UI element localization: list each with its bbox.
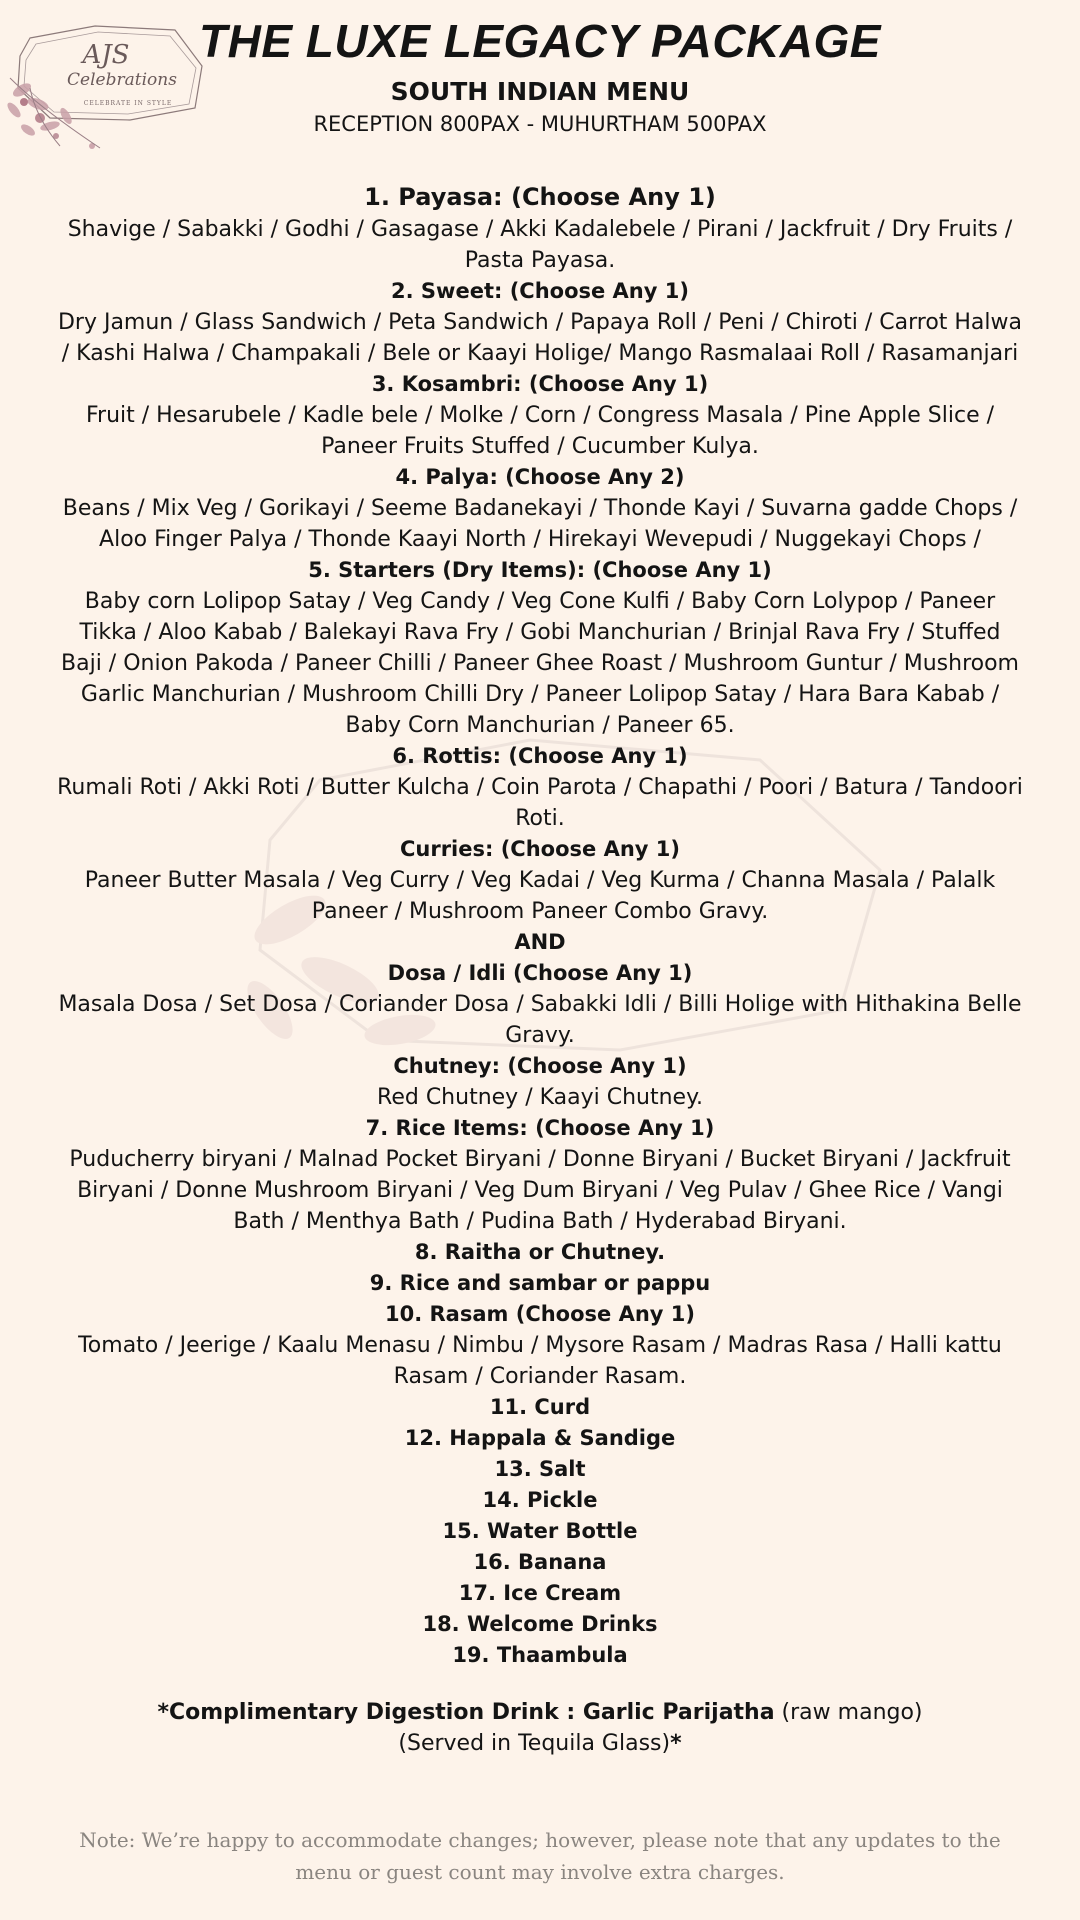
section-heading: 17. Ice Cream bbox=[458, 1581, 622, 1605]
section-heading: 5. Starters (Dry Items): (Choose Any 1) bbox=[308, 558, 772, 582]
menu-section bbox=[56, 1113, 1024, 1237]
complimentary-star: * bbox=[670, 1731, 682, 1756]
section-heading: 9. Rice and sambar or pappu bbox=[369, 1271, 711, 1295]
section-options: Fruit / Hesarubele / Kadle bele / Molke / Corn / Congress Masala / Pine Apple Slice / Paneer Fruits Stuffed / Cucumber Kulya. bbox=[85, 403, 995, 459]
menu-section bbox=[56, 834, 1024, 927]
package-title: THE LUXE LEGACY PACKAGE bbox=[199, 15, 881, 67]
section-heading: 11. Curd bbox=[489, 1395, 591, 1419]
section-heading: AND bbox=[514, 930, 566, 954]
section-options: Beans / Mix Veg / Gorikayi / Seeme Badanekayi / Thonde Kayi / Suvarna gadde Chops / Aloo Finger Palya / Thonde Kaayi North / Hirekayi Wevepudi / Nuggekayi Chops / bbox=[62, 496, 1018, 552]
complimentary-drink bbox=[56, 1697, 1024, 1759]
section-heading: 18. Welcome Drinks bbox=[422, 1612, 658, 1636]
menu-section bbox=[56, 1516, 1024, 1547]
section-heading: 1. Payasa: (Choose Any 1) bbox=[364, 183, 716, 211]
guest-count-line: RECEPTION 800PAX - MUHURTHAM 500PAX bbox=[313, 112, 767, 136]
menu-section bbox=[56, 1392, 1024, 1423]
section-options: Dry Jamun / Glass Sandwich / Peta Sandwich / Papaya Roll / Peni / Chiroti / Carrot Halwa / Kashi Halwa / Champakali / Bele or Kaayi Holige/ Mango Rasmalaai Roll / Rasamanjari bbox=[57, 310, 1023, 366]
menu-section bbox=[56, 1547, 1024, 1578]
menu-section bbox=[56, 1454, 1024, 1485]
section-options: Shavige / Sabakki / Godhi / Gasagase / Akki Kadalebele / Pirani / Jackfruit / Dry Fruits / Pasta Payasa. bbox=[67, 217, 1013, 273]
section-heading: 14. Pickle bbox=[482, 1488, 598, 1512]
menu-section bbox=[56, 276, 1024, 369]
menu-section bbox=[56, 1051, 1024, 1113]
section-heading: Dosa / Idli (Choose Any 1) bbox=[387, 961, 693, 985]
menu-section bbox=[56, 1423, 1024, 1454]
complimentary-detail: (raw mango) bbox=[774, 1700, 923, 1725]
menu-section bbox=[56, 1640, 1024, 1671]
menu-section bbox=[56, 927, 1024, 958]
footer-note: Note: We’re happy to accommodate changes; however, please note that any updates to the menu or guest count may involve extra charges. bbox=[79, 1828, 1001, 1884]
logo-monogram: AJS bbox=[82, 40, 130, 70]
menu-section bbox=[56, 741, 1024, 834]
menu-section bbox=[56, 369, 1024, 462]
section-heading: 12. Happala & Sandige bbox=[404, 1426, 676, 1450]
section-heading: 2. Sweet: (Choose Any 1) bbox=[391, 279, 689, 303]
section-heading: 7. Rice Items: (Choose Any 1) bbox=[365, 1116, 715, 1140]
section-heading: 8. Raitha or Chutney. bbox=[414, 1240, 666, 1264]
menu-section bbox=[56, 462, 1024, 555]
section-heading: 16. Banana bbox=[473, 1550, 607, 1574]
section-heading: 19. Thaambula bbox=[452, 1643, 628, 1667]
section-options: Tomato / Jeerige / Kaalu Menasu / Nimbu / Mysore Rasam / Madras Rasa / Halli kattu Rasam / Coriander Rasam. bbox=[78, 1333, 1002, 1389]
section-options: Red Chutney / Kaayi Chutney. bbox=[377, 1085, 703, 1110]
section-heading: 15. Water Bottle bbox=[442, 1519, 638, 1543]
menu-section bbox=[56, 180, 1024, 276]
menu-section bbox=[56, 1609, 1024, 1640]
menu-section bbox=[56, 1485, 1024, 1516]
section-heading: 6. Rottis: (Choose Any 1) bbox=[392, 744, 688, 768]
logo-tagline: CELEBRATE IN STYLE bbox=[83, 100, 173, 107]
section-heading: 10. Rasam (Choose Any 1) bbox=[385, 1302, 695, 1326]
section-heading: 3. Kosambri: (Choose Any 1) bbox=[371, 372, 709, 396]
menu-section bbox=[56, 1237, 1024, 1268]
menu-section bbox=[56, 1268, 1024, 1299]
menu-section bbox=[56, 555, 1024, 741]
complimentary-serving: (Served in Tequila Glass) bbox=[398, 1731, 671, 1756]
section-options: Masala Dosa / Set Dosa / Coriander Dosa / Sabakki Idli / Billi Holige with Hithakina Belle Gravy. bbox=[58, 992, 1022, 1048]
section-options: Baby corn Lolipop Satay / Veg Candy / Veg Cone Kulfi / Baby Corn Lolypop / Paneer Tikka / Aloo Kabab / Balekayi Rava Fry / Gobi Manchurian / Brinjal Rava Fry / Stuffed Baji / Onion Pakoda / Paneer Chilli / Paneer Ghee Roast / Mushroom Guntur / Mushroom Garlic Manchurian / Mushroom Chilli Dry / Paneer Lolipop Satay / Hara Bara Kabab / Baby Corn Manchurian / Paneer 65. bbox=[61, 589, 1019, 738]
section-options: Rumali Roti / Akki Roti / Butter Kulcha / Coin Parota / Chapathi / Poori / Batura / Tandoori Roti. bbox=[57, 775, 1023, 831]
section-heading: 4. Palya: (Choose Any 2) bbox=[395, 465, 685, 489]
section-options: Paneer Butter Masala / Veg Curry / Veg Kadai / Veg Kurma / Channa Masala / Palalk Paneer / Mushroom Paneer Combo Gravy. bbox=[84, 868, 996, 924]
menu-section bbox=[56, 958, 1024, 1051]
menu-section bbox=[56, 1299, 1024, 1392]
menu-list bbox=[56, 180, 1024, 1759]
section-options: Puducherry biryani / Malnad Pocket Biryani / Donne Biryani / Bucket Biryani / Jackfruit Biryani / Donne Mushroom Biryani / Veg Dum Biryani / Veg Pulav / Ghee Rice / Vangi Bath / Menthya Bath / Pudina Bath / Hyderabad Biryani. bbox=[69, 1147, 1011, 1234]
complimentary-title: *Complimentary Digestion Drink : Garlic Parijatha bbox=[157, 1700, 775, 1725]
section-heading: 13. Salt bbox=[494, 1457, 586, 1481]
section-heading: Curries: (Choose Any 1) bbox=[399, 837, 680, 861]
menu-section bbox=[56, 1578, 1024, 1609]
menu-subtitle: SOUTH INDIAN MENU bbox=[390, 77, 690, 106]
section-heading: Chutney: (Choose Any 1) bbox=[393, 1054, 687, 1078]
logo-wordmark: Celebrations bbox=[67, 70, 177, 90]
